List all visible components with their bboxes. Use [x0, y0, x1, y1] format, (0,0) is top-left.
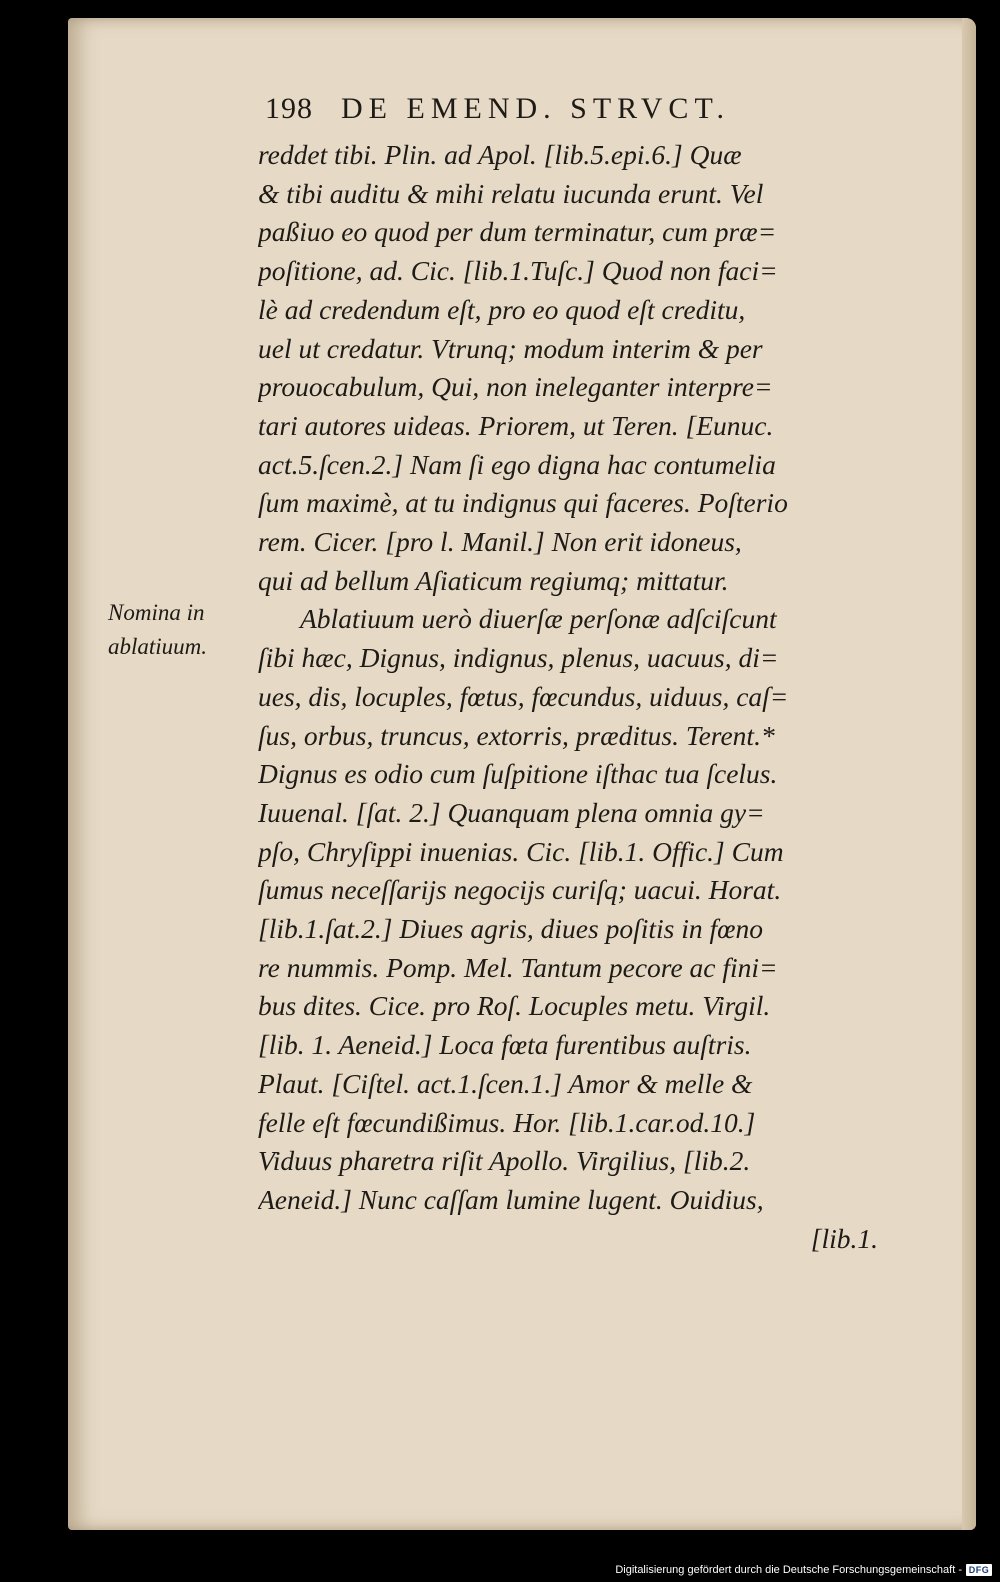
margin-note — [108, 596, 258, 664]
text-line: ſus, orbus, truncus, extorris, præditus. Terent.* — [258, 719, 775, 751]
text-line: [lib.1.ſat.2.] Diues agris, diues poſitis in fœno — [258, 913, 763, 945]
text-line: qui ad bellum Aſiaticum regiumq; mittatur. — [258, 564, 729, 596]
text-line: paßiuo eo quod per dum terminatur, cum præ= — [258, 216, 777, 248]
text-line: & tibi auditu & mihi relatu iucunda erunt. Vel — [258, 177, 764, 209]
text-line: Iuuenal. [ſat. 2.] Quanquam plena omnia gy= — [258, 796, 765, 828]
text-line: re nummis. Pomp. Mel. Tantum pecore ac fini= — [258, 951, 778, 983]
margin-note-line: ablatiuum. — [108, 634, 208, 659]
text-line: Aeneid.] Nunc caſſam lumine lugent. Ouidius, — [258, 1183, 764, 1215]
text-line: uel ut credatur. Vtrunq; modum interim & per — [258, 332, 763, 364]
text-line: [lib. 1. Aeneid.] Loca fœta furentibus auſtris. — [258, 1029, 752, 1061]
digitization-credit — [615, 1562, 992, 1578]
text-line: ſumus neceſſarijs negocijs curiſq; uacui. Horat. — [258, 874, 782, 906]
body-text — [258, 136, 878, 1258]
text-line: Dignus es odio cum ſuſpitione iſthac tua ſcelus. — [258, 758, 778, 790]
text-line: Plaut. [Ciſtel. act.1.ſcen.1.] Amor & melle & — [258, 1067, 753, 1099]
text-line: act.5.ſcen.2.] Nam ſi ego digna hac contumelia — [258, 448, 776, 480]
text-line: felle eſt fœcundißimus. Hor. [lib.1.car.od.10.] — [258, 1106, 756, 1138]
text-line: bus dites. Cice. pro Roſ. Locuples metu. Virgil. — [258, 990, 771, 1022]
credit-text: Digitalisierung gefördert durch die Deutsche Forschungsgemeinschaft - — [615, 1564, 962, 1576]
text-line: tari autores uideas. Priorem, ut Teren. [Eunuc. — [258, 409, 774, 441]
text-line: pſo, Chryſippi inuenias. Cic. [lib.1. Offic.] Cum — [258, 835, 784, 867]
margin-note-line: Nomina in — [108, 600, 205, 625]
text-line: prouocabulum, Qui, non ineleganter interpre= — [258, 371, 773, 403]
text-line: rem. Cicer. [pro l. Manil.] Non erit idoneus, — [258, 526, 742, 558]
text-line: ſibi hæc, Dignus, indignus, plenus, uacuus, di= — [258, 642, 779, 674]
text-line: poſitione, ad. Cic. [lib.1.Tuſc.] Quod non faci= — [258, 255, 778, 287]
running-title: DE EMEND. STRVCT. — [341, 92, 731, 125]
page-edge — [962, 18, 976, 1530]
dfg-logo: DFG — [966, 1564, 992, 1576]
text-line: reddet tibi. Plin. ad Apol. [lib.5.epi.6.] Quæ — [258, 139, 742, 170]
text-line: ues, dis, locuples, fœtus, fœcundus, uiduus, caſ= — [258, 680, 789, 712]
text-line: ſum maximè, at tu indignus qui faceres. Poſterio — [258, 487, 788, 519]
catchword: [lib.1. — [810, 1222, 878, 1254]
text-line: Viduus pharetra riſit Apollo. Virgilius, [lib.2. — [258, 1145, 751, 1177]
text-line: lè ad credendum eſt, pro eo quod eſt creditu, — [258, 293, 746, 325]
page-number: 198 — [265, 92, 313, 125]
running-head — [265, 92, 885, 126]
text-line-paragraph-start: Ablatiuum uerò diuerſæ perſonæ adſciſcunt — [300, 603, 777, 635]
